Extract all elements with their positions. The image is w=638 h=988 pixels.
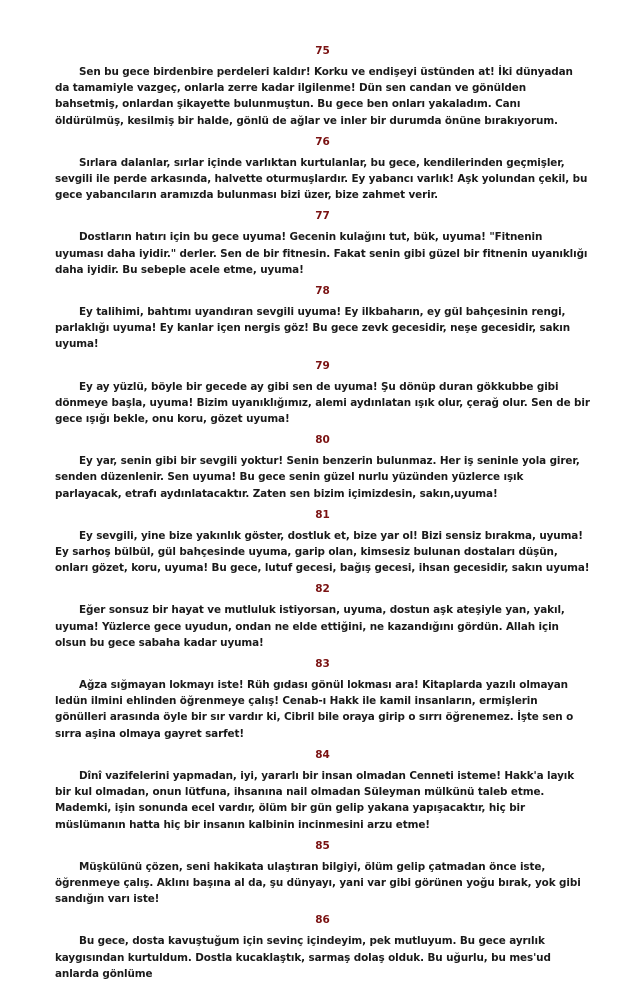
section-80 [55,433,590,502]
section-77 [55,209,590,278]
section-number: 85 [315,839,330,852]
section-79 [55,359,590,428]
section-text: Eğer sonsuz bir hayat ve mutluluk istiyorsan, uyuma, dostun aşk ateşiyle yan, yakıl, uyuma! Yüzlerce gece uyudun, ondan ne elde ettiğini, ne kazandığını gördün. Allah için olsun bu gece sabaha kadar uyuma! [55,604,565,649]
section-82 [55,582,590,651]
section-text: Ey ay yüzlü, böyle bir gecede ay gibi sen de uyuma! Şu dönüp duran gökkubbe gibi dönmeye başla, uyuma! Bizim uyanıklığımız, alemi aydınlatan ışık olur, çerağ olur. Sen de bir gece ışığı bekle, onu koru, gözet uyuma! [55,380,590,426]
section-number: 78 [315,285,330,298]
section-number: 83 [315,658,330,671]
section-83 [55,657,590,742]
section-81 [55,508,590,577]
section-text: Sırlara dalanlar, sırlar içinde varlıktan kurtulanlar, bu gece, kendilerinden geçmişler, sevgili ile perde arkasında, halvette oturmuşlardır. Ey yabancı varlık! Aşk yolundan çekil, bu gece yabancıların aramızda bulunması bizi üzer, bize zahmet verir. [55,156,588,202]
section-text: Sen bu gece birdenbire perdeleri kaldır! Korku ve endişeyi üstünden at! İki dünyadan da tamamiyle vazgeç, onlarla zerre kadar ilgilenme! Dün sen candan ve gönülden bahsetmiş, onlardan şikayette bulunmuştun. Bu gece ben onları yakaladım. Canı öldürülmüş, kesilmiş bir halde, gönlü de ağlar ve inler bir durumda önüne bırakıyorum. [55,66,573,127]
section-85 [55,839,590,908]
section-text: Ey talihimi, bahtımı uyandıran sevgili uyuma! Ey ilkbaharın, ey gül bahçesinin rengi, parlaklığı uyuma! Ey kanlar içen nergis göz! Bu gece zevk gecesidir, neşe gecesidir, sakın uyuma! [55,306,571,351]
section-number: 81 [315,508,330,521]
section-84 [55,748,590,833]
section-text: Dînî vazifelerini yapmadan, iyi, yararlı bir insan olmadan Cenneti isteme! Hakk'a layık bir kul olmadan, onun lütfuna, ihsanına nail olmadan Süleyman mülkünü taleb etme. Mademki, işin sonunda ecel vardır, ölüm bir gün gelip yakana yapışacaktır, hiç bir müslümanın hatta hiç bir insanın kalbinin incinmesini arzu etme! [55,769,575,831]
section-number: 77 [315,210,330,223]
section-number: 75 [315,45,330,57]
section-number: 82 [315,583,330,596]
section-75 [55,44,590,129]
section-number: 86 [315,914,330,927]
document-page [55,44,590,988]
section-text: Bu gece, dosta kavuştuğum için sevinç içindeyim, pek mutluyum. Bu gece ayrılık kaygısından kurtuldum. Dostla kucaklaştık, sarmaş dolaş olduk. Bu uğurlu, bu mes'ud anlarda gönlüme [55,935,551,980]
section-text: Müşkülünü çözen, seni hakikata ulaştıran bilgiyi, ölüm gelip çatmadan önce iste, öğrenmeye çalış. Aklını başına al da, şu dünyayı, yani var gibi görünen yoğu bırak, yok gibi sandığın varı iste! [55,860,581,906]
section-76 [55,135,590,204]
section-text: Ey yar, senin gibi bir sevgili yoktur! Senin benzerin bulunmaz. Her iş seninle yola girer, senden düzenlenir. Sen uyuma! Bu gece senin güzel nurlu yüzünden yüzlerce ışık parlayacak, etrafı aydınlatacaktır. Zaten sen bizim içimizdesin, sakın,uyuma! [55,455,580,500]
section-number: 76 [315,135,330,148]
section-text: Ey sevgili, yine bize yakınlık göster, dostluk et, bize yar ol! Bizi sensiz bırakma, uyuma! Ey sarhoş bülbül, gül bahçesinde uyuma, garip olan, kimsesiz bulunan dostaları düşün, onları gözet, koru, uyuma! Bu gece, lutuf gecesi, bağış gecesi, ihsan gecesidir, sakın uyuma! [55,529,590,575]
section-number: 84 [315,748,330,761]
section-number: 79 [315,359,330,372]
section-86 [55,913,590,982]
section-78 [55,284,590,353]
section-text: Dostların hatırı için bu gece uyuma! Gecenin kulağını tut, bük, uyuma! "Fitnenin uyuması daha iyidir." derler. Sen de bir fitnesin. Fakat senin gibi güzel bir fitnenin uyanıklığı daha iyidir. Bu sebeple acele etme, uyuma! [55,231,588,276]
section-text: Ağza sığmayan lokmayı iste! Rüh gıdası gönül lokması ara! Kitaplarda yazılı olmayan ledün ilmini ehlinden öğrenmeye çalış! Cenab-ı Hakk ile kamil insanların, ermişlerin gönülleri arasında öyle bir sır vardır ki, Cibril bile oraya girip o sırrı öğrenemez. İşte sen o sırra aşina olmaya gayret sarfet! [55,679,574,740]
section-number: 80 [315,434,330,447]
